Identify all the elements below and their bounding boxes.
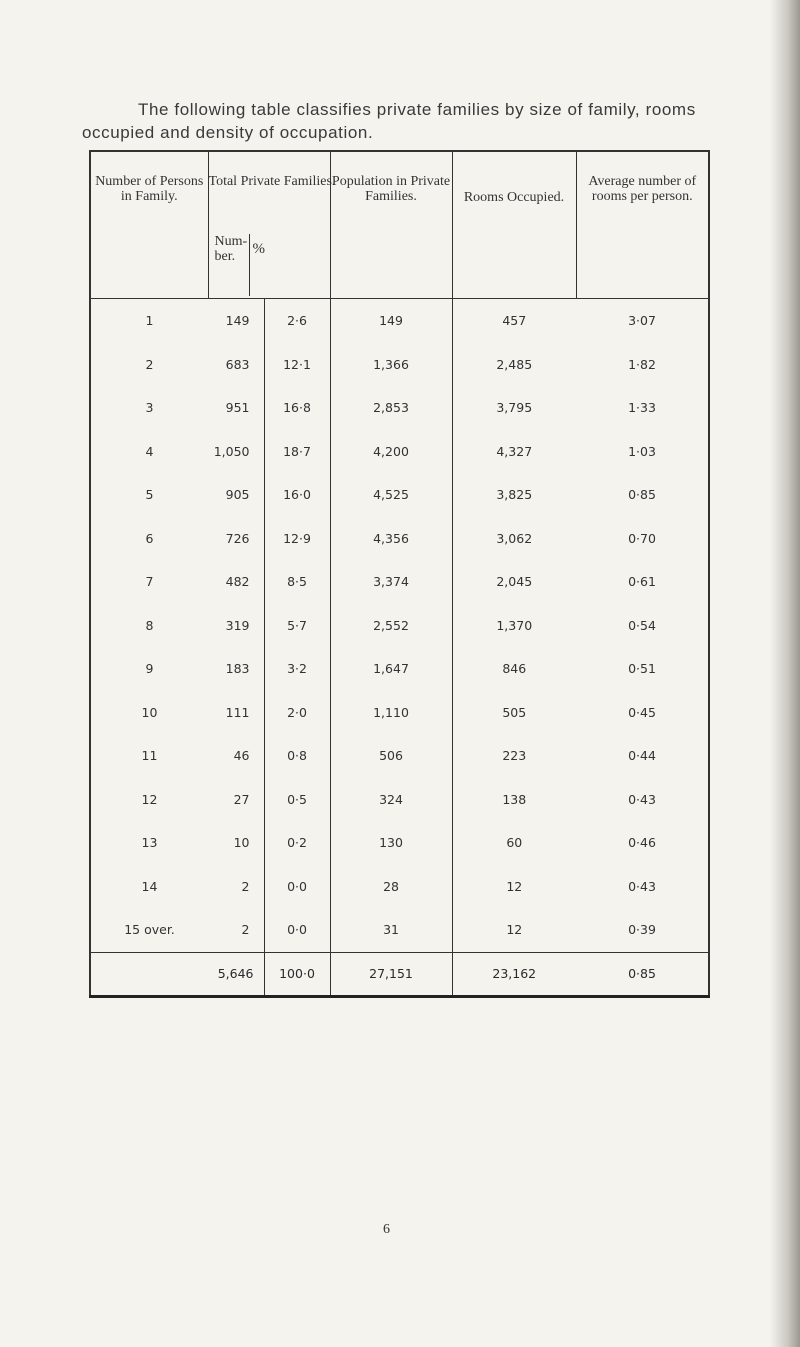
cell-population: 2,552 xyxy=(330,604,452,648)
cell-population: 4,356 xyxy=(330,517,452,561)
cell-population: 4,200 xyxy=(330,430,452,474)
header-total-families xyxy=(208,151,336,299)
totals-population: 27,151 xyxy=(330,952,452,996)
totals-label-cell xyxy=(90,952,208,996)
table-row xyxy=(90,430,709,474)
cell-rooms: 2,485 xyxy=(452,343,576,387)
header-split-line xyxy=(249,234,250,296)
cell-persons: 3 xyxy=(90,386,208,430)
cell-average: 1·82 xyxy=(576,343,709,387)
cell-percent: 16·8 xyxy=(264,386,330,430)
cell-number: 27 xyxy=(233,791,250,807)
cell-persons: 12 xyxy=(90,778,208,822)
cell-rooms: 138 xyxy=(452,778,576,822)
table-body xyxy=(90,299,709,953)
cell-percent: 8·5 xyxy=(264,560,330,604)
cell-persons: 10 xyxy=(90,691,208,735)
table-header-row xyxy=(90,151,709,299)
cell-average: 0·54 xyxy=(576,604,709,648)
cell-rooms: 3,825 xyxy=(452,473,576,517)
cell-persons: 7 xyxy=(90,560,208,604)
cell-persons: 11 xyxy=(90,734,208,778)
table-row xyxy=(90,734,709,778)
cell-percent: 16·0 xyxy=(264,473,330,517)
cell-percent: 12·1 xyxy=(264,343,330,387)
cell-average: 0·70 xyxy=(576,517,709,561)
family-occupation-table xyxy=(89,150,710,998)
cell-average: 1·03 xyxy=(576,430,709,474)
cell-population: 1,110 xyxy=(330,691,452,735)
cell-average: 0·46 xyxy=(576,821,709,865)
totals-percent: 100·0 xyxy=(264,952,330,996)
cell-number: 2 xyxy=(241,922,250,938)
table-row xyxy=(90,343,709,387)
cell-average: 0·43 xyxy=(576,778,709,822)
cell-percent: 0·8 xyxy=(264,734,330,778)
cell-population: 28 xyxy=(330,865,452,909)
cell-persons: 6 xyxy=(90,517,208,561)
table-row xyxy=(90,386,709,430)
cell-number: 905 xyxy=(225,487,250,503)
cell-average: 0·44 xyxy=(576,734,709,778)
cell-rooms: 4,327 xyxy=(452,430,576,474)
cell-rooms: 223 xyxy=(452,734,576,778)
table-row xyxy=(90,473,709,517)
cell-persons: 9 xyxy=(90,647,208,691)
cell-number: 683 xyxy=(225,356,250,372)
cell-average: 1·33 xyxy=(576,386,709,430)
cell-number: 10 xyxy=(233,835,250,851)
cell-rooms: 60 xyxy=(452,821,576,865)
cell-population: 130 xyxy=(330,821,452,865)
table-row xyxy=(90,647,709,691)
cell-average: 0·45 xyxy=(576,691,709,735)
cell-average: 0·51 xyxy=(576,647,709,691)
table-row xyxy=(90,560,709,604)
totals-row xyxy=(90,952,709,996)
cell-number: 726 xyxy=(225,530,250,546)
cell-percent: 5·7 xyxy=(264,604,330,648)
cell-rooms: 846 xyxy=(452,647,576,691)
cell-persons: 5 xyxy=(90,473,208,517)
cell-rooms: 1,370 xyxy=(452,604,576,648)
cell-number: 1,050 xyxy=(213,443,250,459)
cell-persons: 8 xyxy=(90,604,208,648)
cell-population: 324 xyxy=(330,778,452,822)
cell-persons: 14 xyxy=(90,865,208,909)
cell-percent: 0·0 xyxy=(264,908,330,952)
totals-average: 0·85 xyxy=(576,952,709,996)
cell-persons: 4 xyxy=(90,430,208,474)
cell-rooms: 505 xyxy=(452,691,576,735)
cell-number: 46 xyxy=(233,748,250,764)
cell-number: 319 xyxy=(225,617,250,633)
cell-rooms: 2,045 xyxy=(452,560,576,604)
page-number: 6 xyxy=(383,1222,390,1237)
page-edge-shadow xyxy=(770,0,800,1347)
cell-percent: 0·2 xyxy=(264,821,330,865)
cell-rooms: 12 xyxy=(452,865,576,909)
header-total-families-label: Total Private Families. xyxy=(208,174,336,189)
cell-percent: 0·5 xyxy=(264,778,330,822)
cell-number: 183 xyxy=(225,661,250,677)
cell-population: 506 xyxy=(330,734,452,778)
cell-population: 1,366 xyxy=(330,343,452,387)
cell-percent: 2·0 xyxy=(264,691,330,735)
cell-percent: 3·2 xyxy=(264,647,330,691)
cell-population: 2,853 xyxy=(330,386,452,430)
cell-persons: 1 xyxy=(90,299,208,343)
cell-population: 3,374 xyxy=(330,560,452,604)
cell-average: 0·85 xyxy=(576,473,709,517)
cell-average: 0·61 xyxy=(576,560,709,604)
cell-number: 111 xyxy=(225,704,250,720)
cell-percent: 18·7 xyxy=(264,430,330,474)
cell-number: 2 xyxy=(241,878,250,894)
table-row xyxy=(90,299,709,343)
cell-rooms: 457 xyxy=(452,299,576,343)
header-percent: % xyxy=(252,241,265,257)
cell-population: 4,525 xyxy=(330,473,452,517)
table-row xyxy=(90,821,709,865)
table-row xyxy=(90,691,709,735)
cell-average: 3·07 xyxy=(576,299,709,343)
cell-number: 482 xyxy=(225,574,250,590)
header-rooms: Rooms Occupied. xyxy=(452,151,576,299)
cell-persons: 2 xyxy=(90,343,208,387)
table-row xyxy=(90,604,709,648)
totals-number: 5,646 xyxy=(208,952,264,996)
intro-paragraph: The following table classifies private families by size of family, rooms occupied and density of occupation. xyxy=(82,100,696,142)
header-average: Average number of rooms per person. xyxy=(576,151,709,299)
cell-average: 0·39 xyxy=(576,908,709,952)
cell-percent: 0·0 xyxy=(264,865,330,909)
cell-percent: 2·6 xyxy=(264,299,330,343)
cell-number: 951 xyxy=(225,400,250,416)
cell-average: 0·43 xyxy=(576,865,709,909)
header-persons: Number of Persons in Family. xyxy=(90,151,208,299)
cell-rooms: 3,795 xyxy=(452,386,576,430)
table-row xyxy=(90,865,709,909)
header-population: Population in Private Families. xyxy=(330,151,452,299)
table-row xyxy=(90,908,709,952)
cell-rooms: 3,062 xyxy=(452,517,576,561)
cell-persons: 13 xyxy=(90,821,208,865)
header-number: Num- ber. xyxy=(214,234,248,264)
cell-percent: 12·9 xyxy=(264,517,330,561)
cell-persons: 15 over. xyxy=(90,908,208,952)
cell-population: 1,647 xyxy=(330,647,452,691)
table-row xyxy=(90,517,709,561)
cell-rooms: 12 xyxy=(452,908,576,952)
cell-population: 31 xyxy=(330,908,452,952)
totals-rooms: 23,162 xyxy=(452,952,576,996)
cell-number: 149 xyxy=(225,313,250,329)
table-row xyxy=(90,778,709,822)
cell-population: 149 xyxy=(330,299,452,343)
